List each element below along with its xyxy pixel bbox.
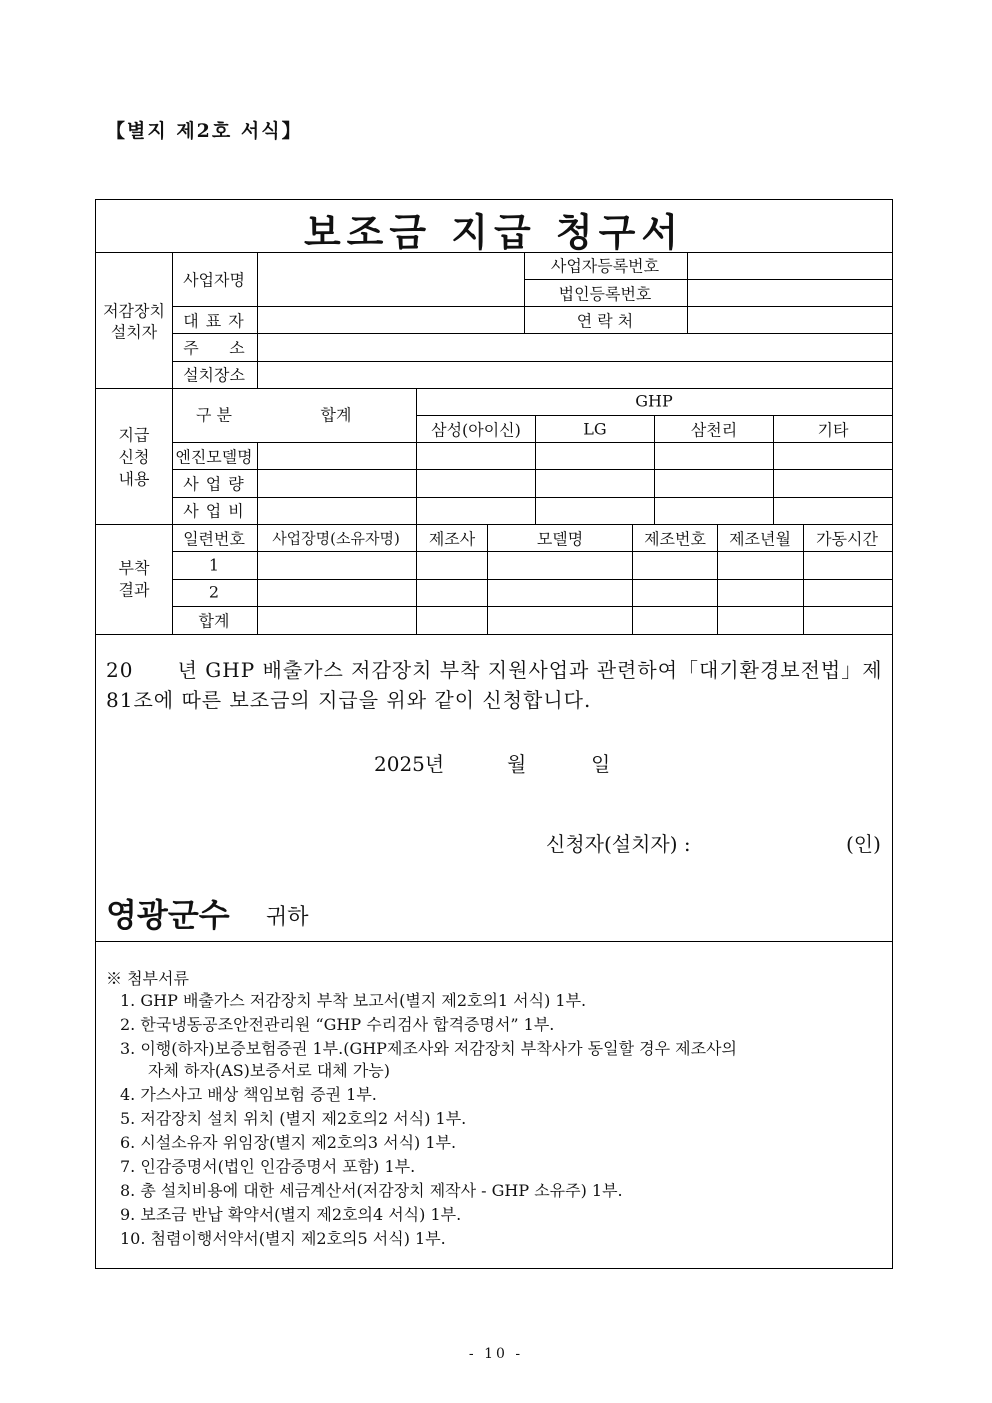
attachment-item: 자체 하자(AS)보증서로 대체 가능)	[148, 1061, 390, 1080]
category-header: 구 분	[196, 405, 232, 425]
date-year: 2025년	[374, 752, 445, 776]
corp-reg-no-label: 법인등록번호	[558, 284, 652, 304]
representative-label: 대 표 자	[183, 311, 245, 331]
engine-model-label: 엔진모델명	[175, 447, 253, 467]
attachment-item: 5. 저감장치 설치 위치 (별지 제2호의2 서식) 1부.	[120, 1109, 467, 1128]
col-operating-hours: 가동시간	[816, 529, 878, 549]
form-number-label: 【별지 제2호 서식】	[106, 120, 303, 142]
col-model: 모델명	[536, 529, 584, 549]
payment-section-label-3: 내용	[118, 469, 150, 489]
seal-mark: (인)	[846, 832, 881, 856]
attachment-item: 1. GHP 배출가스 저감장치 부착 보고서(별지 제2호의1 서식) 1부.	[120, 991, 587, 1010]
result-row-1: 1	[208, 555, 220, 575]
brand-lg: LG	[583, 419, 607, 439]
result-section-label-1: 부착	[118, 558, 150, 578]
address-field[interactable]	[258, 334, 892, 361]
representative-field[interactable]	[258, 307, 524, 333]
business-reg-no-field[interactable]	[688, 253, 892, 279]
attachment-item: 6. 시설소유자 위임장(별지 제2호의3 서식) 1부.	[120, 1133, 457, 1152]
total-header: 합계	[320, 405, 352, 425]
payment-section-label-2: 신청	[118, 447, 150, 467]
contact-field[interactable]	[688, 307, 892, 333]
ghp-header: GHP	[635, 391, 673, 411]
contact-label: 연 락 처	[576, 311, 634, 331]
address-label: 주 소	[183, 338, 245, 358]
attachment-item: 2. 한국냉동공조안전관리원 “GHP 수리검사 합격증명서” 1부.	[120, 1015, 555, 1034]
date-month: 월	[507, 752, 527, 776]
applicant-label: 신청자(설치자) :	[546, 832, 691, 856]
install-place-label: 설치장소	[183, 365, 245, 385]
installer-section-label-1: 저감장치	[103, 301, 165, 321]
attachment-item: 3. 이행(하자)보증보험증권 1부.(GHP제조사와 저감장치 부착사가 동일할 경우 제조사의	[120, 1039, 737, 1058]
installer-section-label-2: 설치자	[110, 322, 158, 342]
install-place-field[interactable]	[258, 362, 892, 388]
col-mfg-date: 제조년월	[729, 529, 791, 549]
attachment-item: 9. 보조금 반납 확약서(별지 제2호의4 서식) 1부.	[120, 1205, 462, 1224]
result-section-label-2: 결과	[118, 580, 150, 600]
business-name-field[interactable]	[258, 253, 524, 306]
date-day: 일	[591, 752, 611, 776]
brand-samsung: 삼성(아이신)	[431, 420, 521, 440]
brand-other: 기타	[817, 420, 849, 440]
attachments-heading: ※ 첨부서류	[106, 969, 189, 988]
recipient-name: 영광군수	[106, 896, 230, 934]
attachment-item: 8. 총 설치비용에 대한 세금계산서(저감장치 제작사 - GHP 소유주) 1부.	[120, 1181, 623, 1200]
page-number: - 10 -	[468, 1346, 524, 1362]
result-row-2: 2	[208, 582, 220, 602]
col-site-name: 사업장명(소유자명)	[272, 529, 400, 548]
recipient-suffix: 귀하	[266, 905, 309, 930]
col-serial: 일련번호	[183, 529, 245, 549]
business-cost-label: 사 업 비	[183, 501, 245, 521]
attachment-item: 4. 가스사고 배상 책임보험 증권 1부.	[120, 1085, 377, 1104]
declaration-text: 20 년 GHP 배출가스 저감장치 부착 지원사업과 관련하여「대기환경보전법」제81조에 따른 보조금의 지급을 위와 같이 신청합니다.	[106, 658, 883, 712]
brand-samchully: 삼천리	[690, 420, 738, 440]
business-volume-label: 사 업 량	[183, 474, 245, 494]
payment-section-label-1: 지급	[118, 425, 150, 445]
attachment-item: 7. 인감증명서(법인 인감증명서 포함) 1부.	[120, 1157, 416, 1176]
col-manufacturer: 제조사	[428, 529, 476, 549]
corp-reg-no-field[interactable]	[688, 280, 892, 306]
attachment-item: 10. 첨렴이행서약서(별지 제2호의5 서식) 1부.	[120, 1229, 446, 1248]
business-name-label: 사업자명	[183, 270, 245, 290]
form-title: 보조금 지급 청구서	[303, 210, 685, 255]
result-row-total: 합계	[198, 611, 230, 631]
col-serial-no: 제조번호	[644, 529, 706, 549]
business-reg-no-label: 사업자등록번호	[550, 256, 660, 276]
